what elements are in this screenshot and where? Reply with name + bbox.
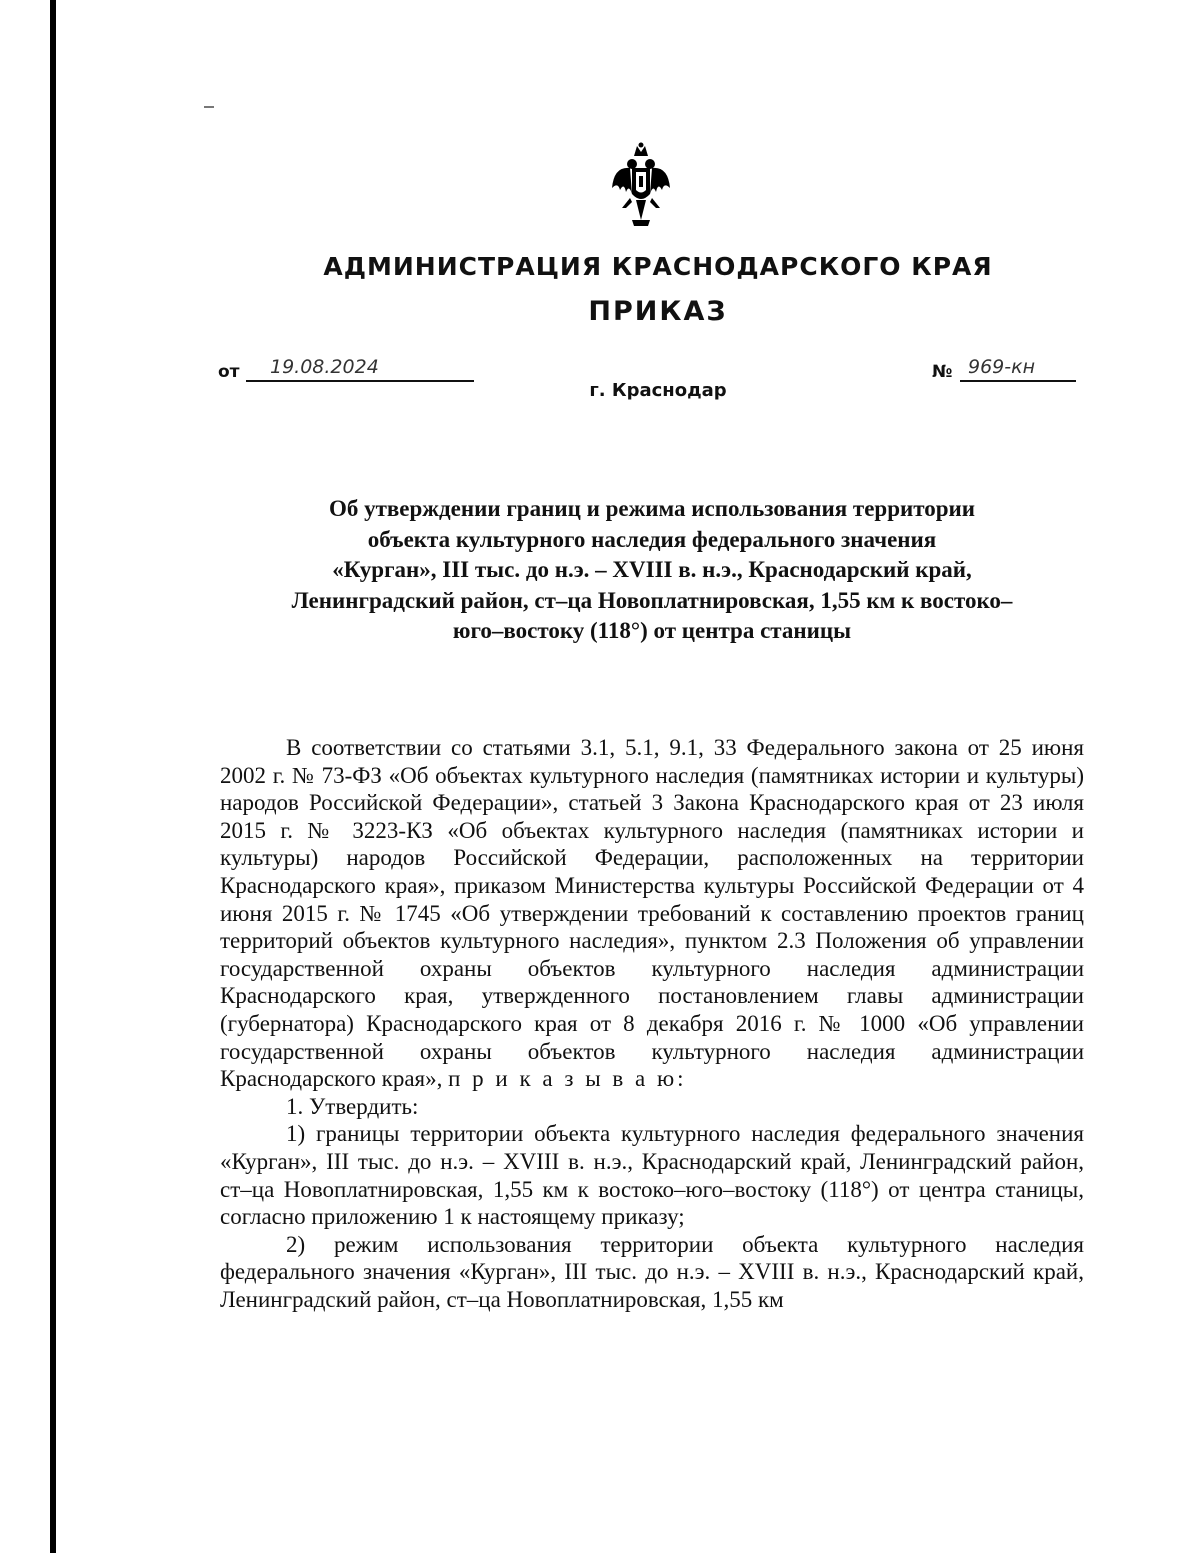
number-field <box>932 356 1082 382</box>
preamble-text: В соответствии со статьями 3.1, 5.1, 9.1, 33 Федерального закона от 25 июня 2002 г. № 73-ФЗ «Об объектах культурного наследия (памятниках истории и культуры) народов Российской Федерации», статьей 3 Закона Краснодарского края от 23 июля 2015 г. № 3223-КЗ «Об объектах культурного наследия (памятниках истории и культуры) народов Российской Федерации, расположенных на территории Краснодарского края», приказом Министерства культуры Российской Федерации от 4 июня 2015 г. № 1745 «Об утверждении требований к составлению проектов границ территорий объектов культурного наследия», пунктом 2.3 Положения об управлении государственной охраны объектов культурного наследия администрации Краснодарского края, утвержденного постановлением главы администрации (губернатора) Краснодарского края от 8 декабря 2016 г. № 1000 «Об управлении государственной охраны объектов культурного наследия администрации Краснодарского края», <box>220 735 1084 1092</box>
number-value: 969-кн <box>968 356 1036 378</box>
date-value: 19.08.2024 <box>270 356 379 378</box>
document-body <box>220 734 1084 1313</box>
coat-of-arms-emblem <box>610 142 672 228</box>
number-prefix: № <box>932 362 953 382</box>
document-type: ПРИКАЗ <box>588 296 728 327</box>
date-prefix: от <box>218 362 240 382</box>
scan-mark <box>204 106 214 108</box>
order-word: п р и к а з ы в а ю: <box>448 1066 687 1092</box>
date-field <box>218 356 478 382</box>
scan-left-edge <box>50 0 56 1553</box>
item-1-1: 1) границы территории объекта культурного наследия федерального значения «Курган», III тыс. до н.э. – XVIII в. н.э., Краснодарский край, Ленинградский район, ст–ца Новоплатнировская, 1,55 км к востоко–юго–востоку (118°) от центра станицы, согласно приложению 1 к настоящему приказу; <box>220 1121 1084 1230</box>
city: г. Краснодар <box>589 380 727 401</box>
preamble-paragraph <box>220 734 1084 1093</box>
item-1-2: 2) режим использования территории объекта культурного наследия федерального значения «Курган», III тыс. до н.э. – XVIII в. н.э., Краснодарский край, Ленинградский район, ст–ца Новоплатнировская, 1,55 км <box>220 1231 1084 1312</box>
document-subject: Об утверждении границ и режима использования территории объекта культурного наследия федерального значения «Курган», III тыс. до н.э. – XVIII в. н.э., Краснодарский край, Ленинградский район, ст–ца Новоплатнировская, 1,55 км к востоко– юго–востоку (118°) от центра станицы <box>291 496 1013 643</box>
item-1: 1. Утвердить: <box>286 1093 419 1119</box>
organization-title: АДМИНИСТРАЦИЯ КРАСНОДАРСКОГО КРАЯ <box>323 252 993 281</box>
